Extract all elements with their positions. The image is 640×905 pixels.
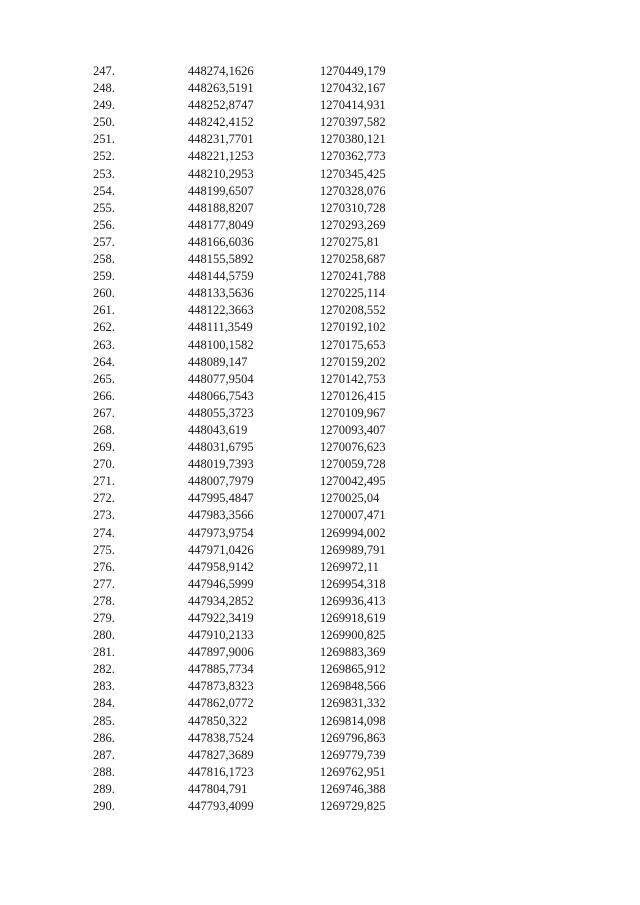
x-coordinate: 448077,9504 bbox=[188, 371, 254, 386]
point-number: 273. bbox=[93, 508, 115, 523]
y-coordinate: 1269814,098 bbox=[320, 713, 386, 728]
y-coordinate: 1270042,495 bbox=[320, 474, 386, 489]
y-coordinate: 1269900,825 bbox=[320, 628, 386, 643]
y-coordinate: 1269954,318 bbox=[320, 576, 386, 591]
y-coordinate: 1270025,04 bbox=[320, 491, 380, 506]
point-number: 267. bbox=[93, 405, 115, 420]
x-coordinate: 448166,6036 bbox=[188, 234, 254, 249]
table-row bbox=[90, 97, 420, 114]
y-coordinate: 1270258,687 bbox=[320, 252, 386, 267]
table-row bbox=[90, 131, 420, 148]
table-row bbox=[90, 678, 420, 695]
y-coordinate: 1270328,076 bbox=[320, 183, 386, 198]
table-row bbox=[90, 302, 420, 319]
table-row bbox=[90, 388, 420, 405]
point-number: 257. bbox=[93, 234, 115, 249]
y-coordinate: 1270007,471 bbox=[320, 508, 386, 523]
point-number: 259. bbox=[93, 269, 115, 284]
y-coordinate: 1270126,415 bbox=[320, 388, 386, 403]
table-row bbox=[90, 114, 420, 131]
point-number: 268. bbox=[93, 422, 115, 437]
y-coordinate: 1269762,951 bbox=[320, 764, 386, 779]
x-coordinate: 448231,7701 bbox=[188, 132, 254, 147]
y-coordinate: 1269796,863 bbox=[320, 730, 386, 745]
y-coordinate: 1270142,753 bbox=[320, 371, 386, 386]
y-coordinate: 1270310,728 bbox=[320, 200, 386, 215]
table-row bbox=[90, 166, 420, 183]
table-row bbox=[90, 525, 420, 542]
point-number: 288. bbox=[93, 764, 115, 779]
y-coordinate: 1269729,825 bbox=[320, 799, 386, 814]
point-number: 280. bbox=[93, 628, 115, 643]
point-number: 281. bbox=[93, 645, 115, 660]
point-number: 284. bbox=[93, 696, 115, 711]
y-coordinate: 1270432,167 bbox=[320, 81, 386, 96]
y-coordinate: 1270159,202 bbox=[320, 354, 386, 369]
table-row bbox=[90, 507, 420, 524]
point-number: 269. bbox=[93, 440, 115, 455]
point-number: 258. bbox=[93, 252, 115, 267]
point-number: 278. bbox=[93, 593, 115, 608]
table-row bbox=[90, 183, 420, 200]
y-coordinate: 1270093,407 bbox=[320, 422, 386, 437]
point-number: 289. bbox=[93, 781, 115, 796]
x-coordinate: 448242,4152 bbox=[188, 115, 254, 130]
point-number: 290. bbox=[93, 799, 115, 814]
point-number: 283. bbox=[93, 679, 115, 694]
y-coordinate: 1270192,102 bbox=[320, 320, 386, 335]
y-coordinate: 1270109,967 bbox=[320, 405, 386, 420]
table-row bbox=[90, 405, 420, 422]
x-coordinate: 447922,3419 bbox=[188, 611, 254, 625]
point-number: 247. bbox=[93, 64, 115, 78]
table-row bbox=[90, 747, 420, 764]
point-number: 270. bbox=[93, 457, 115, 472]
y-coordinate: 1269972,11 bbox=[320, 559, 379, 574]
table-row bbox=[90, 148, 420, 165]
y-coordinate: 1270241,788 bbox=[320, 269, 386, 284]
point-number: 285. bbox=[93, 713, 115, 728]
x-coordinate: 447873,8323 bbox=[188, 679, 254, 694]
point-number: 286. bbox=[93, 730, 115, 745]
x-coordinate: 448133,5636 bbox=[188, 286, 254, 301]
table-row bbox=[90, 285, 420, 302]
x-coordinate: 448100,1582 bbox=[188, 337, 254, 352]
point-number: 256. bbox=[93, 217, 115, 232]
table-row bbox=[90, 713, 420, 730]
table-row bbox=[90, 764, 420, 781]
y-coordinate: 1269779,739 bbox=[320, 747, 386, 762]
x-coordinate: 447793,4099 bbox=[188, 799, 254, 814]
table-row bbox=[90, 730, 420, 747]
y-coordinate: 1270293,269 bbox=[320, 217, 386, 232]
x-coordinate: 448031,6795 bbox=[188, 440, 254, 455]
point-number: 251. bbox=[93, 132, 115, 147]
y-coordinate: 1270175,653 bbox=[320, 337, 386, 352]
point-number: 252. bbox=[93, 149, 115, 164]
table-row bbox=[90, 695, 420, 712]
table-row bbox=[90, 80, 420, 97]
point-number: 260. bbox=[93, 286, 115, 301]
table-row bbox=[90, 337, 420, 354]
x-coordinate: 448188,8207 bbox=[188, 200, 254, 215]
table-row bbox=[90, 798, 420, 815]
point-number: 255. bbox=[93, 200, 115, 215]
y-coordinate: 1270275,81 bbox=[320, 234, 380, 249]
table-row bbox=[90, 456, 420, 473]
table-row bbox=[90, 251, 420, 268]
y-coordinate: 1270225,114 bbox=[320, 286, 386, 301]
y-coordinate: 1269848,566 bbox=[320, 679, 386, 694]
y-coordinate: 1269994,002 bbox=[320, 525, 386, 540]
point-number: 282. bbox=[93, 662, 115, 677]
x-coordinate: 447816,1723 bbox=[188, 764, 254, 779]
table-row bbox=[90, 422, 420, 439]
y-coordinate: 1270414,931 bbox=[320, 98, 386, 113]
x-coordinate: 447838,7524 bbox=[188, 730, 254, 745]
table-row bbox=[90, 217, 420, 234]
x-coordinate: 447804,791 bbox=[188, 781, 248, 796]
point-number: 261. bbox=[93, 303, 115, 318]
x-coordinate: 448263,5191 bbox=[188, 81, 254, 96]
x-coordinate: 448019,7393 bbox=[188, 457, 254, 472]
point-number: 265. bbox=[93, 371, 115, 386]
table-row bbox=[90, 781, 420, 798]
x-coordinate: 447897,9006 bbox=[188, 645, 254, 660]
y-coordinate: 1270076,623 bbox=[320, 440, 386, 455]
y-coordinate: 1270345,425 bbox=[320, 166, 386, 181]
point-number: 250. bbox=[93, 115, 115, 130]
x-coordinate: 447850,322 bbox=[188, 713, 248, 728]
point-number: 277. bbox=[93, 576, 115, 591]
table-row bbox=[90, 473, 420, 490]
x-coordinate: 448210,2953 bbox=[188, 166, 254, 181]
table-row bbox=[90, 63, 420, 80]
y-coordinate: 1270059,728 bbox=[320, 457, 386, 472]
point-number: 254. bbox=[93, 183, 115, 198]
y-coordinate: 1269989,791 bbox=[320, 542, 386, 557]
table-row bbox=[90, 610, 420, 627]
y-coordinate: 1270380,121 bbox=[320, 132, 386, 147]
table-row bbox=[90, 593, 420, 610]
point-number: 248. bbox=[93, 81, 115, 96]
table-row bbox=[90, 200, 420, 217]
x-coordinate: 447885,7734 bbox=[188, 662, 254, 677]
x-coordinate: 447946,5999 bbox=[188, 576, 254, 591]
point-number: 287. bbox=[93, 747, 115, 762]
x-coordinate: 447862,0772 bbox=[188, 696, 254, 711]
point-number: 272. bbox=[93, 491, 115, 506]
table-row bbox=[90, 234, 420, 251]
y-coordinate: 1270362,773 bbox=[320, 149, 386, 164]
x-coordinate: 447910,2133 bbox=[188, 628, 254, 643]
x-coordinate: 447827,3689 bbox=[188, 747, 254, 762]
table-row bbox=[90, 627, 420, 644]
x-coordinate: 448089,147 bbox=[188, 354, 248, 369]
point-number: 276. bbox=[93, 559, 115, 574]
x-coordinate: 448221,1253 bbox=[188, 149, 254, 164]
table-row bbox=[90, 661, 420, 678]
point-number: 263. bbox=[93, 337, 115, 352]
y-coordinate: 1270397,582 bbox=[320, 115, 386, 130]
x-coordinate: 447971,0426 bbox=[188, 542, 254, 557]
y-coordinate: 1270449,179 bbox=[320, 64, 386, 78]
y-coordinate: 1269831,332 bbox=[320, 696, 386, 711]
x-coordinate: 448066,7543 bbox=[188, 388, 254, 403]
table-row bbox=[90, 371, 420, 388]
x-coordinate: 448252,8747 bbox=[188, 98, 254, 113]
point-number: 271. bbox=[93, 474, 115, 489]
x-coordinate: 447983,3566 bbox=[188, 508, 254, 523]
x-coordinate: 447934,2852 bbox=[188, 593, 254, 608]
x-coordinate: 448007,7979 bbox=[188, 474, 254, 489]
x-coordinate: 448274,1626 bbox=[188, 64, 254, 78]
y-coordinate: 1269883,369 bbox=[320, 645, 386, 660]
x-coordinate: 448177,8049 bbox=[188, 217, 254, 232]
x-coordinate: 448055,3723 bbox=[188, 405, 254, 420]
y-coordinate: 1269746,388 bbox=[320, 781, 386, 796]
point-number: 249. bbox=[93, 98, 115, 113]
x-coordinate: 448122,3663 bbox=[188, 303, 254, 318]
x-coordinate: 448043,619 bbox=[188, 422, 248, 437]
x-coordinate: 448144,5759 bbox=[188, 269, 254, 284]
coordinate-table bbox=[90, 63, 420, 815]
y-coordinate: 1270208,552 bbox=[320, 303, 386, 318]
table-row bbox=[90, 576, 420, 593]
point-number: 253. bbox=[93, 166, 115, 181]
point-number: 266. bbox=[93, 388, 115, 403]
x-coordinate: 447995,4847 bbox=[188, 491, 254, 506]
x-coordinate: 447958,9142 bbox=[188, 559, 254, 574]
y-coordinate: 1269936,413 bbox=[320, 593, 386, 608]
table-row bbox=[90, 319, 420, 336]
table-row bbox=[90, 490, 420, 507]
x-coordinate: 447973,9754 bbox=[188, 525, 254, 540]
y-coordinate: 1269865,912 bbox=[320, 662, 386, 677]
point-number: 264. bbox=[93, 354, 115, 369]
table-row bbox=[90, 268, 420, 285]
point-number: 274. bbox=[93, 525, 115, 540]
table-row bbox=[90, 354, 420, 371]
point-number: 279. bbox=[93, 611, 115, 625]
point-number: 275. bbox=[93, 542, 115, 557]
x-coordinate: 448199,6507 bbox=[188, 183, 254, 198]
table-row bbox=[90, 644, 420, 661]
x-coordinate: 448111,3549 bbox=[188, 320, 253, 335]
table-row bbox=[90, 439, 420, 456]
point-number: 262. bbox=[93, 320, 115, 335]
y-coordinate: 1269918,619 bbox=[320, 611, 386, 625]
x-coordinate: 448155,5892 bbox=[188, 252, 254, 267]
table-row bbox=[90, 542, 420, 559]
table-row bbox=[90, 559, 420, 576]
